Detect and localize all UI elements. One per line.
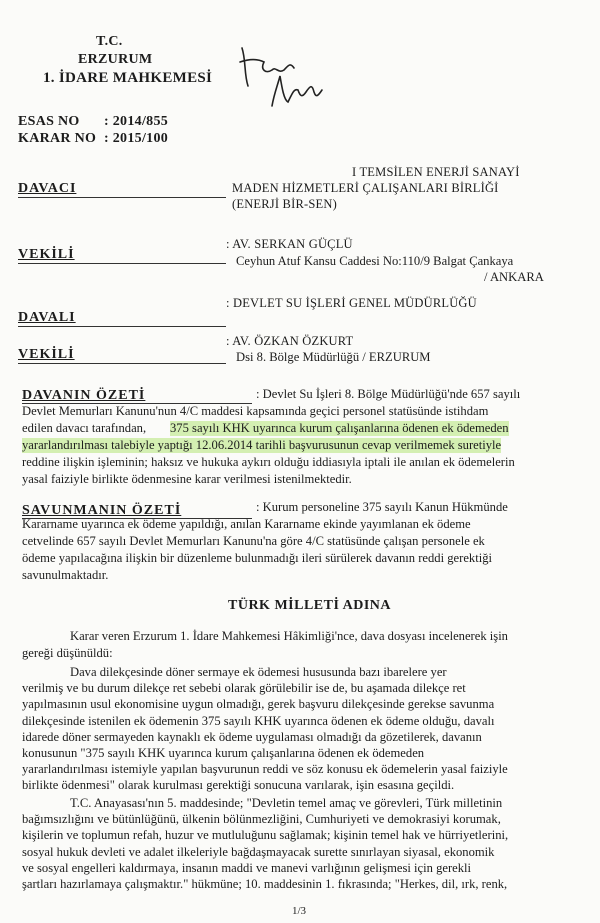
dava-ozeti-line-1: : Devlet Su İşleri 8. Bölge Müdürlüğü'nde 657 sayılı [256, 387, 521, 401]
body-p1-line: gereği düşünüldü: [22, 646, 113, 660]
davaci-label: DAVACI [18, 181, 77, 196]
dava-ozeti-label: DAVANIN ÖZETİ [22, 388, 146, 403]
dava-ozeti-line-6: yasal faiziyle birlikte ödenmesine karar verilmesi istenilmektedir. [22, 472, 352, 486]
dava-ozeti-line-3b-highlighted: 375 sayılı KHK uyarınca kurum çalışanlarına ödenen ek ödemeden [170, 421, 509, 435]
savunma-ozeti-label: SAVUNMANIN ÖZETİ [22, 503, 182, 518]
body-p2-line: dilekçesinde istenilen ek ödemenin 375 sayılı KHK uyarınca ödenen ek ödeme olduğu, davalı [22, 713, 495, 728]
vekili-2-label: VEKİLİ [18, 347, 75, 362]
body-paragraph-3 [22, 795, 508, 892]
dava-ozeti-line-3a: edilen davacı tarafından, [22, 421, 147, 435]
body-p3-line: şartları hazırlamaya çalışmaktır." hükmüne; 10. maddesinin 1. fıkrasında; "Herkes, dil, ırk, renk, [22, 877, 508, 892]
dava-ozeti-line-5: reddine ilişkin işleminin; haksız ve hukuka aykırı olduğu iddiasıyla iptali ile anılan ek ödemelerin [22, 455, 515, 469]
body-p3-line: bağımsızlığını ve bütünlüğünü, ülkenin bölünmezliğini, Cumhuriyeti ve demokrasiyi korumak, [22, 812, 501, 827]
esas-label: ESAS NO [18, 114, 80, 129]
body-p2-line: Dava dilekçesinde döner sermaye ek ödemesi hususunda bazı ibarelere yer [70, 665, 447, 679]
body-p2-line: idarede döner sermayeden kaynaklı ek ödeme uygulaması olmadığı da gözetilerek, davanın [22, 729, 482, 744]
savunma-ozeti-line-1: : Kurum personeline 375 sayılı Kanun Hükmünde [256, 500, 508, 514]
vekili-1-address-2: / ANKARA [484, 270, 544, 284]
header-city: ERZURUM [78, 52, 153, 67]
vekili-1-address-1: Ceyhun Atuf Kansu Caddesi No:110/9 Balgat Çankaya [236, 254, 514, 268]
karar-value: : 2015/100 [104, 131, 169, 146]
document-title: TÜRK MİLLETİ ADINA [228, 598, 392, 613]
body-paragraph-2 [22, 664, 508, 794]
body-p2-line: yararlandırılması istemiyle yapılan başvurunun reddi ve söz konusu ek ödemelerin yasal faiziyle [22, 762, 508, 777]
vekili-2-address: Dsi 8. Bölge Müdürlüğü / ERZURUM [236, 350, 431, 364]
body-p3-line: ve sosyal engelleri kaldırmaya, insanın maddi ve manevi varlığının gelişmesi için gerekli [22, 860, 472, 875]
body-paragraph-1 [22, 628, 508, 662]
header-tc: T.C. [96, 34, 123, 49]
page-number: 1/3 [292, 905, 307, 917]
body-p3-line: T.C. Anayasası'nın 5. maddesinde; "Devletin temel amaç ve görevleri, Türk milletinin [70, 796, 503, 810]
dava-ozeti-line-2: Devlet Memurları Kanunu'nun 4/C maddesi kapsamında geçici personel statüsünde istihdam [22, 404, 489, 418]
body-p3-line: sosyal hukuk devleti ve adalet ilkeleriyle bağdaşmayacak surette sınırlayan siyasal, ekonomik [22, 844, 495, 859]
vekili-1-name: : AV. SERKAN GÜÇLÜ [226, 237, 353, 251]
esas-value: : 2014/855 [104, 114, 169, 129]
vekili-2-name: : AV. ÖZKAN ÖZKURT [226, 334, 354, 348]
body-p2-line: konusunun "375 sayılı KHK uyarınca kurum çalışanlarına ödenen ek ödemeden [22, 746, 425, 761]
savunma-ozeti-line-5: savunulmaktadır. [22, 568, 109, 582]
savunma-ozeti-line-3: cetvelinde 657 sayılı Devlet Memurları Kanunu'na göre 4/C statüsünde çalışan personele ek [22, 534, 485, 548]
body-p3-line: kişilerin ve toplumun refah, huzur ve mutluluğunu sağlamak; kişinin temel hak ve hürriyetlerini, [22, 828, 509, 843]
body-p2-line: birlikte ödenmesi" olarak kurulması gerektiği sonucuna varılarak, işin esasına geçildi. [22, 778, 455, 793]
header-court: 1. İDARE MAHKEMESİ [43, 70, 213, 86]
davaci-line-2: MADEN HİZMETLERİ ÇALIŞANLARI BİRLİĞİ [232, 181, 499, 195]
body-p1-line: Karar veren Erzurum 1. İdare Mahkemesi Hâkimliği'nce, dava dosyası incelenerek işin [70, 629, 508, 643]
davali-label: DAVALI [18, 310, 76, 325]
davaci-line-3: (ENERJİ BİR-SEN) [232, 197, 337, 211]
savunma-ozeti-line-2: Kararname uyarınca ek ödeme yapıldığı, anılan Kararname ekinde yayımlanan ek ödeme [22, 517, 471, 531]
vekili-1-label: VEKİLİ [18, 247, 75, 262]
handwritten-signature [232, 40, 332, 112]
davaci-line-1: I TEMSİLEN ENERJİ SANAYİ [352, 165, 520, 179]
karar-label: KARAR NO [18, 131, 97, 146]
davali-value: : DEVLET SU İŞLERİ GENEL MÜDÜRLÜĞÜ [226, 296, 477, 310]
body-p2-line: verilmiş ve bu durum dilekçe ret sebebi olarak görülebilir ise de, bu aşamada dilekçe ret [22, 681, 466, 696]
body-p2-line: yapılmasının usul ekonomisine uygun olmadığı, gerek başvuru dilekçesinde gerekse savunma [22, 697, 495, 712]
dava-ozeti-line-4-highlighted: yararlandırılması talebiyle yaptığı 12.06.2014 tarihli başvurusunun cevap verilmemek suretiyle [22, 438, 502, 452]
savunma-ozeti-line-4: ödeme yapılacağına ilişkin bir düzenleme bulunmadığı ileri sürülerek davanın reddi gerektiği [22, 551, 493, 565]
